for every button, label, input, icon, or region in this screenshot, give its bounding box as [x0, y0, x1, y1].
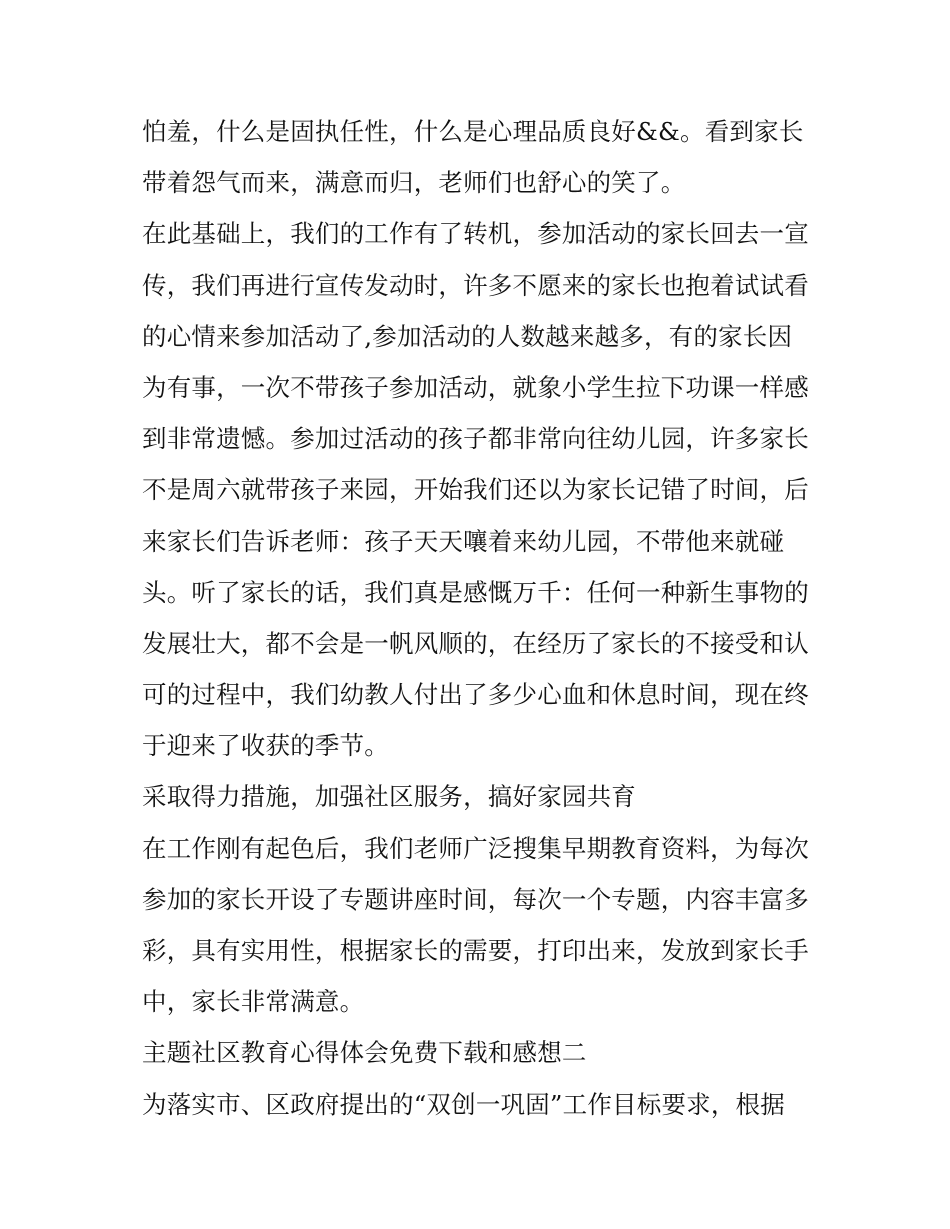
- text-line: 发展壮大，都不会是一帆风顺的，在经历了家长的不接受和认: [142, 628, 809, 658]
- section-heading: 采取得力措施，加强社区服务，搞好家园共育: [142, 782, 636, 812]
- text-line: 带着怨气而来，满意而归，老师们也舒心的笑了。: [142, 168, 686, 198]
- text-line: 传，我们再进行宣传发动时，许多不愿来的家长也抱着试试看: [142, 270, 809, 300]
- text-line: 为落实市、区政府提出的“双创一巩固”工作目标要求，根据: [142, 1089, 785, 1119]
- text-line: 于迎来了收获的季节。: [142, 731, 389, 761]
- text-line: 在此基础上，我们的工作有了转机，参加活动的家长回去一宣: [142, 219, 809, 249]
- text-line: 中，家长非常满意。: [142, 987, 365, 1017]
- text-line: 不是周六就带孩子来园，开始我们还以为家长记错了时间，后: [142, 475, 809, 505]
- text-line: 头。听了家长的话，我们真是感慨万千：任何一种新生事物的: [142, 577, 809, 607]
- text-line: 怕羞，什么是固执任性，什么是心理品质良好&&。看到家长: [142, 117, 804, 146]
- text-line: 到非常遗憾。参加过活动的孩子都非常向往幼儿园，许多家长: [142, 424, 809, 454]
- text-line: 为有事，一次不带孩子参加活动，就象小学生拉下功课一样感: [142, 372, 809, 402]
- text-line: 参加的家长开设了专题讲座时间，每次一个专题，内容丰富多: [142, 884, 809, 914]
- text-line: 来家长们告诉老师：孩子天天嚷着来幼儿园，不带他来就碰: [142, 526, 785, 556]
- section-heading: 主题社区教育心得体会免费下载和感想二: [142, 1038, 587, 1068]
- document-body: [142, 106, 822, 1130]
- text-line: 在工作刚有起色后，我们老师广泛搜集早期教育资料，为每次: [142, 833, 809, 863]
- text-line: 的心情来参加活动了,参加活动的人数越来越多，有的家长因: [142, 321, 793, 351]
- text-line: 可的过程中，我们幼教人付出了多少心血和休息时间，现在终: [142, 680, 809, 710]
- text-line: 彩，具有实用性，根据家长的需要，打印出来，发放到家长手: [142, 936, 809, 965]
